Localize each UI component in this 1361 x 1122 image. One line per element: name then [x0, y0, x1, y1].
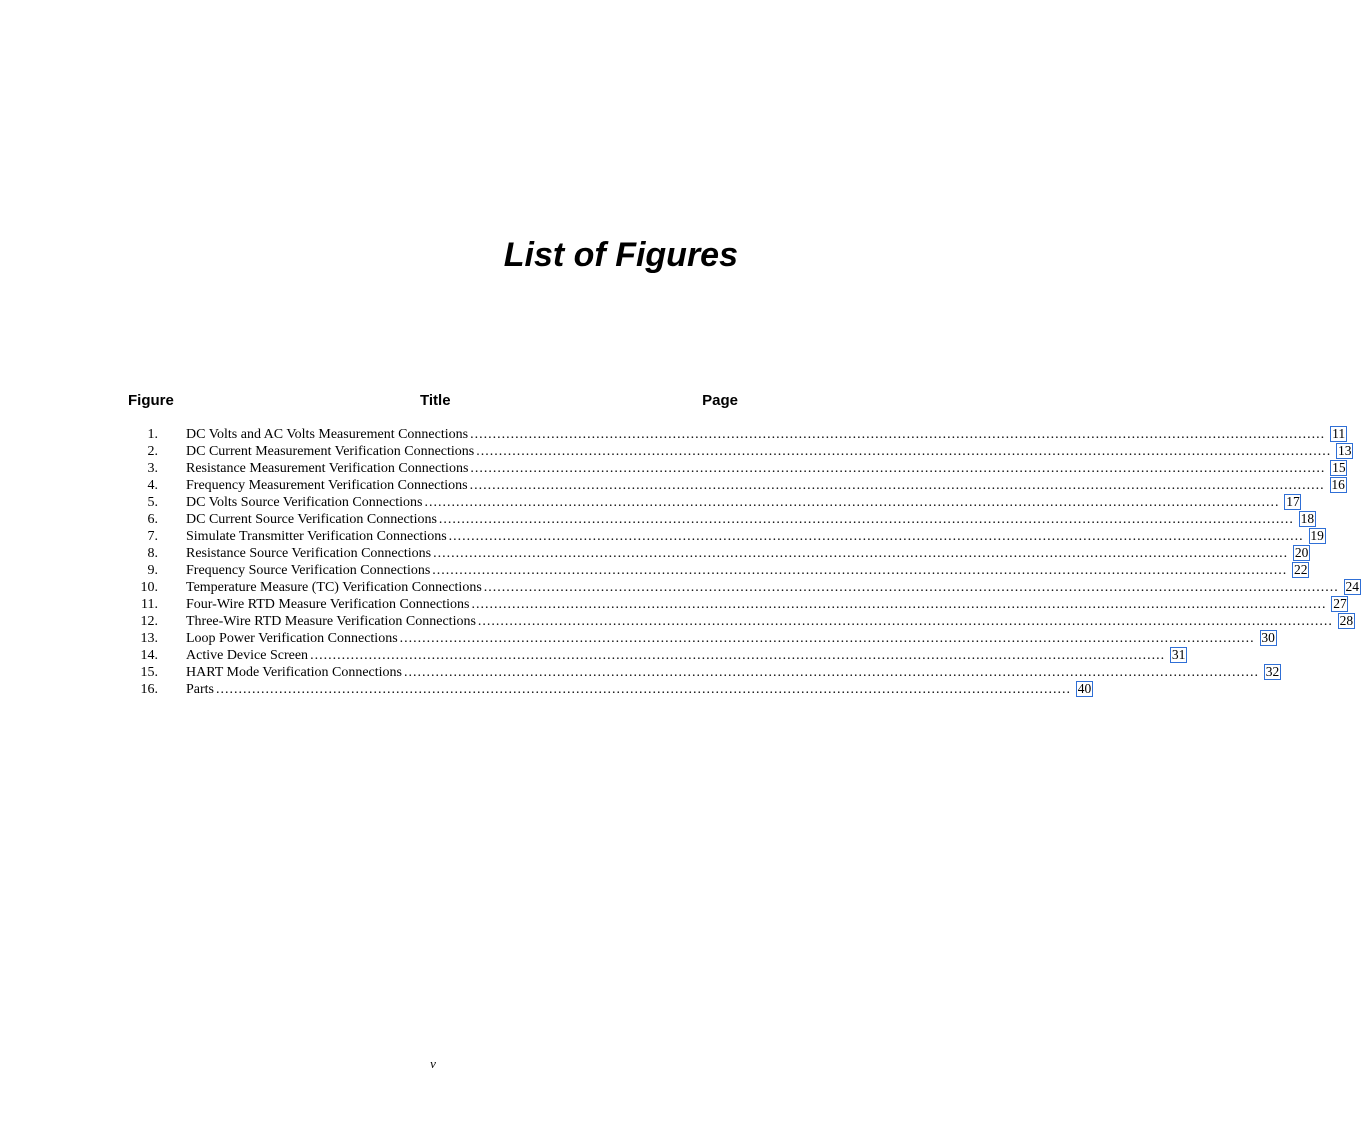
figure-list [128, 426, 1360, 698]
figure-title: Four-Wire RTD Measure Verification Connections [186, 597, 470, 612]
figure-number: 4. [147, 478, 158, 493]
figure-title: DC Current Source Verification Connections [186, 512, 437, 527]
dot-leader: .............................................................................................................................................................................................. [470, 427, 1326, 442]
figure-column-header: Figure [128, 392, 174, 409]
dot-leader: .............................................................................................................................................................................................. [471, 597, 1327, 612]
toc-entry [128, 494, 1300, 511]
page-link[interactable]: 17 [1286, 494, 1300, 509]
figure-number: 8. [147, 546, 158, 561]
figure-number: 7. [147, 529, 158, 544]
page-link[interactable]: 18 [1300, 511, 1315, 526]
dot-leader: .............................................................................................................................................................................................. [470, 461, 1326, 476]
page-link[interactable]: 20 [1294, 545, 1309, 560]
toc-entry [128, 630, 1275, 647]
figure-number: 3. [147, 461, 158, 476]
dot-leader: .............................................................................................................................................................................................. [483, 580, 1339, 595]
title-column-header: Title [420, 392, 451, 409]
toc-entry [128, 460, 1346, 477]
figure-number: 10. [140, 580, 158, 595]
toc-entry [128, 511, 1315, 528]
dot-leader: .............................................................................................................................................................................................. [433, 546, 1289, 561]
page-link[interactable]: 11 [1332, 426, 1346, 441]
dot-leader: .............................................................................................................................................................................................. [432, 563, 1288, 578]
figure-title: DC Volts and AC Volts Measurement Connections [186, 427, 469, 442]
page-link[interactable]: 13 [1337, 443, 1352, 458]
dot-leader: .............................................................................................................................................................................................. [399, 631, 1255, 646]
figure-title: Simulate Transmitter Verification Connections [186, 529, 447, 544]
page-link[interactable]: 16 [1331, 477, 1345, 492]
figure-number: 15. [140, 665, 158, 680]
figure-title: Resistance Source Verification Connections [186, 546, 432, 561]
page-link[interactable]: 27 [1333, 596, 1347, 611]
figure-title: Active Device Screen [186, 648, 309, 663]
figure-title: DC Volts Source Verification Connections [186, 495, 423, 510]
toc-entry [128, 443, 1352, 460]
figure-title: Resistance Measurement Verification Connections [186, 461, 469, 476]
toc-entry [128, 664, 1280, 681]
figure-number: 11. [141, 597, 158, 612]
dot-leader: .............................................................................................................................................................................................. [404, 665, 1260, 680]
figure-title: Temperature Measure (TC) Verification Connections [186, 580, 482, 595]
page-link[interactable]: 15 [1332, 460, 1346, 475]
page-link[interactable]: 24 [1345, 579, 1360, 594]
figure-number: 13. [140, 631, 158, 646]
toc-entry [128, 545, 1309, 562]
dot-leader: .............................................................................................................................................................................................. [438, 512, 1294, 527]
page-number-footer: v [430, 1056, 436, 1071]
toc-entry [128, 579, 1360, 596]
toc-entry [128, 477, 1345, 494]
page-link[interactable]: 22 [1294, 562, 1308, 577]
dot-leader: .............................................................................................................................................................................................. [448, 529, 1304, 544]
page-link[interactable]: 30 [1261, 630, 1275, 645]
figure-number: 9. [147, 563, 158, 578]
figure-number: 12. [140, 614, 158, 629]
page-title: List of Figures [503, 236, 738, 274]
figure-title: Frequency Measurement Verification Connections [186, 478, 468, 493]
toc-entry [128, 562, 1308, 579]
page-link[interactable]: 31 [1171, 647, 1186, 662]
figure-title: Parts [186, 682, 214, 697]
dot-leader: .............................................................................................................................................................................................. [477, 614, 1333, 629]
figure-title: Three-Wire RTD Measure Verification Connections [186, 614, 476, 629]
figure-title: Loop Power Verification Connections [186, 631, 398, 646]
dot-leader: .............................................................................................................................................................................................. [310, 648, 1166, 663]
page-link[interactable]: 40 [1077, 681, 1092, 696]
page-link[interactable]: 32 [1265, 664, 1280, 679]
dot-leader: .............................................................................................................................................................................................. [476, 444, 1332, 459]
figure-number: 6. [147, 512, 158, 527]
toc-entry [128, 596, 1347, 613]
page-link[interactable]: 19 [1310, 528, 1324, 543]
toc-entry [128, 528, 1324, 545]
figure-number: 16. [140, 682, 158, 697]
page-column-header: Page [702, 392, 738, 409]
toc-entry [128, 647, 1186, 664]
toc-entry [128, 613, 1354, 630]
figure-title: HART Mode Verification Connections [186, 665, 403, 680]
dot-leader: .............................................................................................................................................................................................. [216, 682, 1071, 697]
dot-leader: .............................................................................................................................................................................................. [424, 495, 1280, 510]
page-link[interactable]: 28 [1339, 613, 1354, 628]
toc-entry [128, 681, 1092, 698]
figure-number: 5. [147, 495, 158, 510]
figure-title: Frequency Source Verification Connections [186, 563, 431, 578]
toc-entry [128, 426, 1346, 443]
dot-leader: .............................................................................................................................................................................................. [469, 478, 1325, 493]
figure-title: DC Current Measurement Verification Connections [186, 444, 475, 459]
figure-number: 1. [147, 427, 158, 442]
figure-number: 14. [140, 648, 158, 663]
figure-number: 2. [147, 444, 158, 459]
